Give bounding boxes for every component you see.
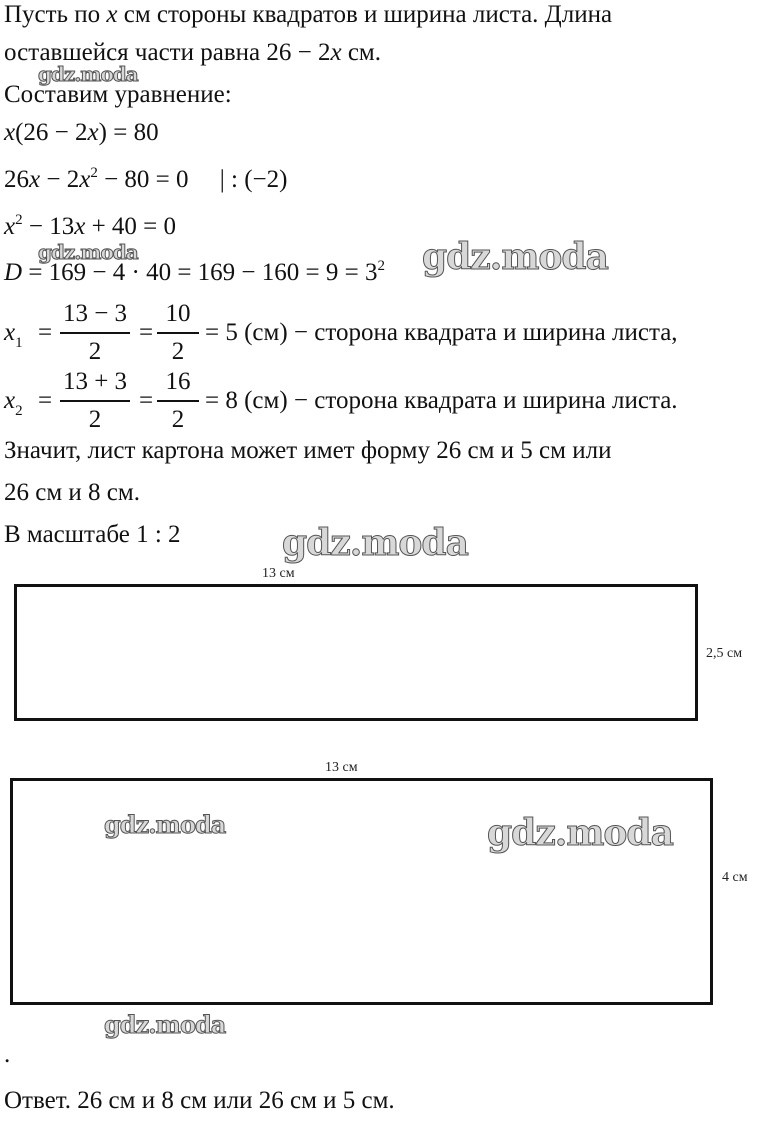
equals-sign: = — [38, 387, 53, 414]
text-segment: + 40 = 0 — [85, 213, 177, 240]
text-segment: ) = 80 — [98, 119, 159, 146]
answer-line: Ответ. 26 см и 8 см или 26 см и 5 см. — [4, 1087, 395, 1114]
root-x2-conclusion: = 8 (см) − сторона квадрата и ширина листа. — [205, 387, 678, 414]
variable-x: x — [330, 39, 342, 66]
fraction — [58, 300, 132, 366]
denominator: 2 — [171, 338, 185, 365]
subscript: 1 — [15, 335, 23, 351]
watermark-logo: gdz.moda — [38, 62, 138, 86]
root-x1-label — [4, 318, 23, 351]
rect2-height-label: 4 см — [722, 870, 748, 885]
exponent: 2 — [377, 258, 385, 274]
watermark-logo: gdz.moda — [487, 812, 673, 854]
text-segment: = 169 − 4 · 40 = 169 − 160 = 9 = 3 — [22, 259, 378, 286]
text-segment: − 2 — [40, 166, 80, 193]
variable-x: x — [29, 166, 41, 193]
variable-x: x — [87, 119, 99, 146]
intro-line-1 — [4, 0, 612, 30]
numerator: 16 — [165, 368, 191, 395]
text-segment: − 13 — [22, 213, 75, 240]
fraction — [155, 368, 201, 434]
text-segment: (26 − 2 — [15, 119, 88, 146]
separator-dot: . — [4, 1041, 11, 1068]
watermark-logo: gdz.moda — [104, 1010, 226, 1039]
denominator: 2 — [88, 406, 102, 433]
equation-3 — [4, 212, 176, 242]
watermark-logo: gdz.moda — [38, 240, 138, 264]
text-segment: 26 — [4, 166, 29, 193]
scale-label: В масштабе 1 : 2 — [4, 521, 181, 548]
variable-d: D — [4, 259, 23, 286]
equation-heading: Составим уравнение: — [4, 81, 232, 108]
rectangle-13x2-5 — [14, 584, 698, 721]
numerator: 10 — [165, 300, 191, 327]
exponent: 2 — [15, 212, 23, 228]
root-x2-label — [4, 386, 23, 419]
text-segment: Пусть по — [4, 1, 107, 28]
text-segment: − 80 = 0 | : (−2) — [97, 166, 288, 193]
fraction — [58, 368, 132, 434]
variable-x: x — [4, 119, 16, 146]
denominator: 2 — [171, 406, 185, 433]
denominator: 2 — [88, 338, 102, 365]
equals-sign: = — [38, 319, 53, 346]
watermark-logo: gdz.moda — [422, 236, 608, 278]
text-segment: см. — [341, 39, 381, 66]
exponent: 2 — [90, 165, 98, 181]
variable-x: x — [106, 1, 118, 28]
rect2-width-label: 13 см — [325, 760, 358, 775]
equation-2 — [4, 165, 287, 195]
variable-x: x — [79, 166, 91, 193]
rect1-height-label: 2,5 см — [706, 646, 743, 661]
numerator: 13 − 3 — [62, 300, 128, 327]
variable-x: x — [4, 213, 16, 240]
variable-x: x — [74, 213, 86, 240]
rect1-width-label: 13 см — [262, 566, 295, 581]
text-segment: см стороны квадратов и ширина листа. Длина — [117, 1, 613, 28]
fraction — [155, 300, 201, 366]
root-x1-conclusion: = 5 (см) − сторона квадрата и ширина листа, — [205, 319, 678, 346]
subscript: 2 — [15, 403, 23, 419]
variable-x: x — [4, 387, 16, 414]
variable-x: x — [4, 319, 16, 346]
watermark-logo: gdz.moda — [104, 810, 226, 839]
watermark-logo: gdz.moda — [282, 522, 468, 564]
numerator: 13 + 3 — [62, 368, 128, 395]
text-segment: оставшейся части равна 26 − 2 — [4, 39, 331, 66]
equals-sign: = — [139, 319, 154, 346]
conclusion-line-1: Значит, лист картона может имет форму 26 см и 5 см или — [4, 437, 612, 464]
equation-1 — [4, 118, 159, 148]
equals-sign: = — [139, 387, 154, 414]
conclusion-line-2: 26 см и 8 см. — [4, 479, 140, 506]
